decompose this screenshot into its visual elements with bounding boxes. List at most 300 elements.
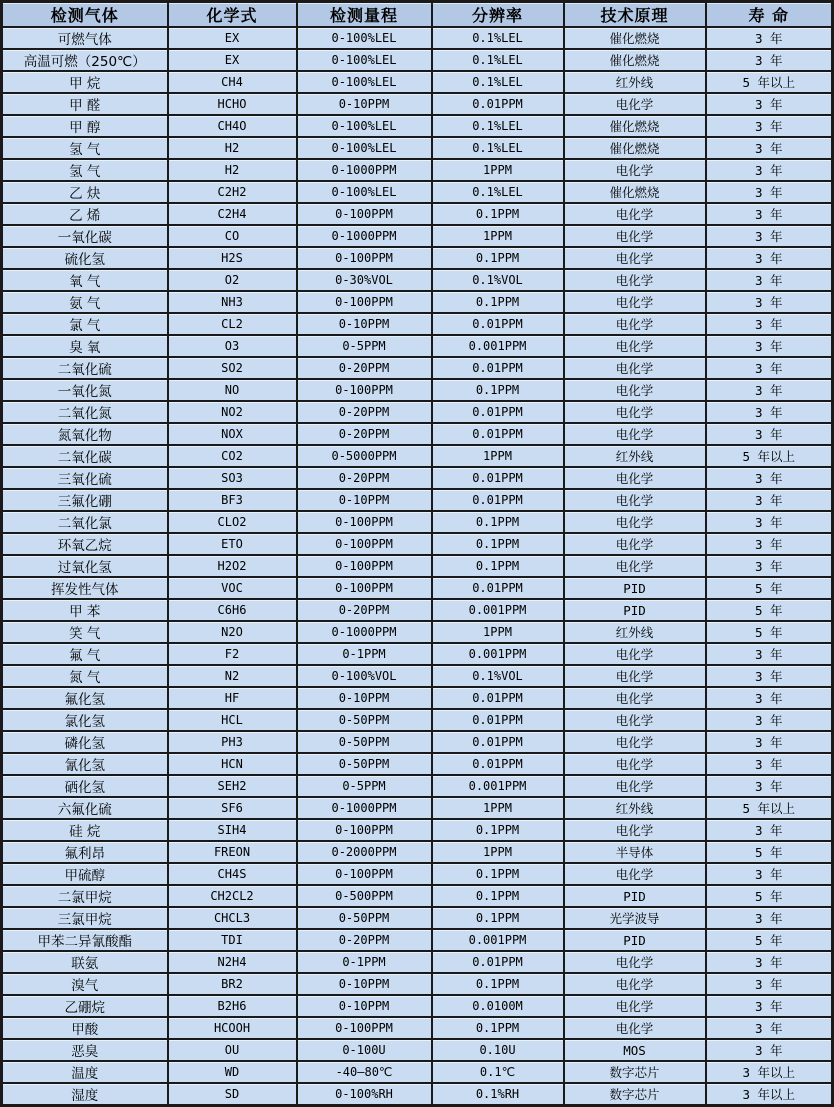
table-cell: 1PPM — [432, 159, 564, 181]
table-cell: 3 年 — [706, 159, 833, 181]
table-cell: CH4O — [168, 115, 297, 137]
table-cell: 0.1PPM — [432, 203, 564, 225]
table-cell: 0.1PPM — [432, 247, 564, 269]
table-cell: ETO — [168, 533, 297, 555]
table-cell: H2 — [168, 159, 297, 181]
table-cell: EX — [168, 27, 297, 49]
table-cell: BR2 — [168, 973, 297, 995]
table-cell: 3 年 — [706, 313, 833, 335]
table-cell: 3 年 — [706, 709, 833, 731]
table-cell: 5 年 — [706, 621, 833, 643]
table-cell: 5 年以上 — [706, 71, 833, 93]
table-cell: 0.1PPM — [432, 379, 564, 401]
table-cell: 0-20PPM — [297, 357, 432, 379]
table-cell: 电化学 — [564, 1017, 706, 1039]
table-cell: 0.01PPM — [432, 753, 564, 775]
table-cell: 0-100PPM — [297, 577, 432, 599]
table-cell: 电化学 — [564, 555, 706, 577]
table-cell: 电化学 — [564, 401, 706, 423]
table-cell: 0.1PPM — [432, 1017, 564, 1039]
table-cell: 0-20PPM — [297, 401, 432, 423]
table-cell: 半导体 — [564, 841, 706, 863]
table-cell: 0-100PPM — [297, 291, 432, 313]
table-row — [2, 929, 833, 951]
column-header-formula: 化学式 — [168, 2, 297, 28]
header-row — [2, 2, 833, 28]
table-cell: 0-5PPM — [297, 335, 432, 357]
table-row — [2, 379, 833, 401]
table-cell: 0.01PPM — [432, 489, 564, 511]
table-cell: C2H2 — [168, 181, 297, 203]
table-cell: 0-50PPM — [297, 753, 432, 775]
table-row — [2, 533, 833, 555]
table-row — [2, 445, 833, 467]
table-cell: 3 年 — [706, 973, 833, 995]
table-cell: 0.1PPM — [432, 555, 564, 577]
table-cell: 0-20PPM — [297, 929, 432, 951]
table-cell: PID — [564, 599, 706, 621]
table-cell: 电化学 — [564, 203, 706, 225]
table-cell: 1PPM — [432, 841, 564, 863]
table-cell: VOC — [168, 577, 297, 599]
table-row — [2, 907, 833, 929]
table-cell: 0.10U — [432, 1039, 564, 1061]
table-cell: 0.01PPM — [432, 577, 564, 599]
table-cell: 0-100PPM — [297, 555, 432, 577]
table-cell: EX — [168, 49, 297, 71]
table-cell: 0.1%VOL — [432, 665, 564, 687]
table-row — [2, 863, 833, 885]
table-cell: 0.01PPM — [432, 401, 564, 423]
table-row — [2, 775, 833, 797]
table-cell: 0.1%LEL — [432, 71, 564, 93]
table-row — [2, 247, 833, 269]
table-row — [2, 577, 833, 599]
table-cell: 乙 烯 — [2, 203, 168, 225]
table-cell: 硒化氢 — [2, 775, 168, 797]
table-cell: PID — [564, 577, 706, 599]
table-row — [2, 93, 833, 115]
table-cell: 一氧化氮 — [2, 379, 168, 401]
table-cell: H2O2 — [168, 555, 297, 577]
table-cell: 0-10PPM — [297, 489, 432, 511]
table-cell: PID — [564, 885, 706, 907]
table-cell: 3 年 — [706, 1039, 833, 1061]
table-cell: 3 年 — [706, 137, 833, 159]
table-cell: 0.01PPM — [432, 93, 564, 115]
table-row — [2, 225, 833, 247]
table-cell: 1PPM — [432, 445, 564, 467]
table-cell: 二氯甲烷 — [2, 885, 168, 907]
table-cell: 3 年 — [706, 379, 833, 401]
table-cell: 电化学 — [564, 511, 706, 533]
table-cell: 电化学 — [564, 819, 706, 841]
table-cell: 0.01PPM — [432, 423, 564, 445]
table-row — [2, 511, 833, 533]
table-cell: 0.1PPM — [432, 511, 564, 533]
column-header-range: 检测量程 — [297, 2, 432, 28]
table-row — [2, 269, 833, 291]
table-row — [2, 687, 833, 709]
table-cell: 0.001PPM — [432, 335, 564, 357]
table-cell: 0.0100M — [432, 995, 564, 1017]
table-cell: 0-100%LEL — [297, 181, 432, 203]
table-cell: 3 年 — [706, 533, 833, 555]
table-row — [2, 599, 833, 621]
table-cell: 3 年 — [706, 775, 833, 797]
table-cell: NH3 — [168, 291, 297, 313]
table-row — [2, 159, 833, 181]
table-cell: HCHO — [168, 93, 297, 115]
table-cell: 0-100PPM — [297, 511, 432, 533]
table-cell: 0.001PPM — [432, 599, 564, 621]
table-row — [2, 335, 833, 357]
table-cell: 氧 气 — [2, 269, 168, 291]
table-row — [2, 951, 833, 973]
table-cell: SO3 — [168, 467, 297, 489]
table-cell: N2 — [168, 665, 297, 687]
table-row — [2, 1061, 833, 1083]
table-cell: 氢 气 — [2, 159, 168, 181]
table-cell: CLO2 — [168, 511, 297, 533]
table-cell: 3 年 — [706, 753, 833, 775]
table-cell: 0-100PPM — [297, 863, 432, 885]
table-cell: 0-1000PPM — [297, 797, 432, 819]
table-cell: 3 年 — [706, 401, 833, 423]
table-cell: 电化学 — [564, 995, 706, 1017]
table-row — [2, 819, 833, 841]
table-cell: N2H4 — [168, 951, 297, 973]
table-cell: 光学波导 — [564, 907, 706, 929]
table-cell: 氯 气 — [2, 313, 168, 335]
table-cell: 0-20PPM — [297, 423, 432, 445]
table-cell: 臭 氧 — [2, 335, 168, 357]
table-row — [2, 467, 833, 489]
table-row — [2, 49, 833, 71]
table-cell: 催化燃烧 — [564, 137, 706, 159]
table-cell: 0.1PPM — [432, 907, 564, 929]
table-cell: 氢 气 — [2, 137, 168, 159]
table-cell: 电化学 — [564, 731, 706, 753]
table-cell: 0.1%LEL — [432, 49, 564, 71]
table-cell: 0-10PPM — [297, 93, 432, 115]
table-cell: TDI — [168, 929, 297, 951]
table-cell: NO — [168, 379, 297, 401]
table-cell: 氰化氢 — [2, 753, 168, 775]
table-cell: B2H6 — [168, 995, 297, 1017]
table-cell: 5 年 — [706, 929, 833, 951]
table-cell: 0-50PPM — [297, 709, 432, 731]
table-cell: 0-100PPM — [297, 1017, 432, 1039]
table-cell: 电化学 — [564, 687, 706, 709]
table-cell: 0-100%VOL — [297, 665, 432, 687]
table-cell: 电化学 — [564, 533, 706, 555]
table-cell: 甲 醇 — [2, 115, 168, 137]
table-cell: 电化学 — [564, 423, 706, 445]
table-cell: 3 年 — [706, 555, 833, 577]
table-cell: 催化燃烧 — [564, 115, 706, 137]
table-cell: 0-50PPM — [297, 907, 432, 929]
column-header-resolution: 分辨率 — [432, 2, 564, 28]
table-row — [2, 753, 833, 775]
table-cell: 0.1PPM — [432, 819, 564, 841]
table-cell: 0-100PPM — [297, 379, 432, 401]
table-row — [2, 489, 833, 511]
table-cell: 溴气 — [2, 973, 168, 995]
table-row — [2, 313, 833, 335]
table-cell: 氟化氢 — [2, 687, 168, 709]
table-cell: 一氧化碳 — [2, 225, 168, 247]
table-cell: 二氧化氯 — [2, 511, 168, 533]
table-cell: 电化学 — [564, 775, 706, 797]
table-cell: 0-5PPM — [297, 775, 432, 797]
table-cell: 0-100%LEL — [297, 49, 432, 71]
table-row — [2, 423, 833, 445]
table-cell: 3 年 — [706, 467, 833, 489]
table-cell: 0.001PPM — [432, 929, 564, 951]
table-cell: SO2 — [168, 357, 297, 379]
table-cell: 3 年 — [706, 1017, 833, 1039]
table-cell: 氮 气 — [2, 665, 168, 687]
table-cell: 0.001PPM — [432, 775, 564, 797]
table-cell: SIH4 — [168, 819, 297, 841]
table-cell: 5 年以上 — [706, 445, 833, 467]
table-cell: 可燃气体 — [2, 27, 168, 49]
table-cell: 3 年 — [706, 665, 833, 687]
table-cell: CH2CL2 — [168, 885, 297, 907]
table-cell: 3 年 — [706, 423, 833, 445]
table-cell: 0-50PPM — [297, 731, 432, 753]
table-cell: 0.1%LEL — [432, 181, 564, 203]
table-cell: 氨 气 — [2, 291, 168, 313]
table-cell: 二氧化硫 — [2, 357, 168, 379]
table-cell: 电化学 — [564, 291, 706, 313]
table-cell: 0-10PPM — [297, 687, 432, 709]
table-row — [2, 995, 833, 1017]
table-cell: 红外线 — [564, 445, 706, 467]
table-cell: 5 年以上 — [706, 797, 833, 819]
table-cell: NO2 — [168, 401, 297, 423]
table-cell: 0.01PPM — [432, 313, 564, 335]
table-cell: 二氧化氮 — [2, 401, 168, 423]
table-row — [2, 555, 833, 577]
table-cell: 3 年 — [706, 291, 833, 313]
table-cell: 数字芯片 — [564, 1083, 706, 1106]
table-row — [2, 115, 833, 137]
table-cell: 3 年 — [706, 247, 833, 269]
table-cell: 0-100%LEL — [297, 137, 432, 159]
table-row — [2, 27, 833, 49]
table-cell: 0.1PPM — [432, 533, 564, 555]
table-cell: 过氧化氢 — [2, 555, 168, 577]
table-row — [2, 401, 833, 423]
table-row — [2, 203, 833, 225]
table-cell: SF6 — [168, 797, 297, 819]
table-cell: 3 年 — [706, 995, 833, 1017]
table-cell: 电化学 — [564, 489, 706, 511]
table-cell: 3 年 — [706, 489, 833, 511]
table-cell: C6H6 — [168, 599, 297, 621]
table-cell: 0.1PPM — [432, 973, 564, 995]
table-row — [2, 1017, 833, 1039]
table-cell: 0.01PPM — [432, 687, 564, 709]
table-row — [2, 71, 833, 93]
table-row — [2, 181, 833, 203]
table-cell: 3 年 — [706, 511, 833, 533]
table-cell: 氯化氢 — [2, 709, 168, 731]
table-cell: 三氯甲烷 — [2, 907, 168, 929]
table-cell: 恶臭 — [2, 1039, 168, 1061]
table-cell: 1PPM — [432, 225, 564, 247]
table-cell: O3 — [168, 335, 297, 357]
table-cell: 电化学 — [564, 313, 706, 335]
table-cell: PID — [564, 929, 706, 951]
table-cell: 1PPM — [432, 621, 564, 643]
table-cell: 0.1%RH — [432, 1083, 564, 1106]
table-cell: 3 年 — [706, 225, 833, 247]
table-row — [2, 885, 833, 907]
table-cell: 0-2000PPM — [297, 841, 432, 863]
table-cell: -40—80℃ — [297, 1061, 432, 1083]
table-cell: 0-1PPM — [297, 951, 432, 973]
table-cell: 3 年 — [706, 269, 833, 291]
table-cell: 电化学 — [564, 159, 706, 181]
table-cell: 联氨 — [2, 951, 168, 973]
table-cell: 3 年 — [706, 93, 833, 115]
table-cell: OU — [168, 1039, 297, 1061]
table-cell: 0.1%LEL — [432, 27, 564, 49]
table-row — [2, 137, 833, 159]
table-cell: 六氟化硫 — [2, 797, 168, 819]
table-cell: 3 年 — [706, 863, 833, 885]
table-cell: 3 年 — [706, 27, 833, 49]
table-cell: 0.1℃ — [432, 1061, 564, 1083]
table-cell: 5 年 — [706, 885, 833, 907]
table-cell: HCN — [168, 753, 297, 775]
table-cell: 5 年 — [706, 841, 833, 863]
table-cell: 电化学 — [564, 357, 706, 379]
table-cell: 电化学 — [564, 973, 706, 995]
table-cell: 氟 气 — [2, 643, 168, 665]
table-row — [2, 291, 833, 313]
table-cell: 0-10PPM — [297, 313, 432, 335]
table-row — [2, 665, 833, 687]
table-cell: 0.1%VOL — [432, 269, 564, 291]
table-cell: 红外线 — [564, 621, 706, 643]
table-cell: WD — [168, 1061, 297, 1083]
table-cell: 硅 烷 — [2, 819, 168, 841]
table-cell: HF — [168, 687, 297, 709]
table-cell: 电化学 — [564, 951, 706, 973]
table-cell: 二氧化碳 — [2, 445, 168, 467]
table-row — [2, 709, 833, 731]
table-cell: HCOOH — [168, 1017, 297, 1039]
table-cell: PH3 — [168, 731, 297, 753]
table-cell: 催化燃烧 — [564, 181, 706, 203]
table-cell: 0-100PPM — [297, 819, 432, 841]
table-cell: 湿度 — [2, 1083, 168, 1106]
table-cell: CH4 — [168, 71, 297, 93]
table-cell: 0-10PPM — [297, 995, 432, 1017]
table-cell: 氮氧化物 — [2, 423, 168, 445]
table-cell: 0.01PPM — [432, 357, 564, 379]
column-header-gas: 检测气体 — [2, 2, 168, 28]
table-cell: H2 — [168, 137, 297, 159]
table-cell: 甲 苯 — [2, 599, 168, 621]
table-cell: 催化燃烧 — [564, 27, 706, 49]
table-row — [2, 1039, 833, 1061]
table-row — [2, 841, 833, 863]
table-cell: 电化学 — [564, 863, 706, 885]
table-cell: 电化学 — [564, 753, 706, 775]
table-cell: CO2 — [168, 445, 297, 467]
table-cell: 三氧化硫 — [2, 467, 168, 489]
table-cell: 0-20PPM — [297, 467, 432, 489]
table-cell: 0-10PPM — [297, 973, 432, 995]
table-cell: SEH2 — [168, 775, 297, 797]
table-cell: 5 年 — [706, 577, 833, 599]
table-cell: 3 年 — [706, 181, 833, 203]
table-cell: 高温可燃（250℃） — [2, 49, 168, 71]
table-cell: 3 年 — [706, 203, 833, 225]
table-cell: 0-1000PPM — [297, 159, 432, 181]
table-row — [2, 643, 833, 665]
table-cell: 3 年 — [706, 335, 833, 357]
table-cell: 乙硼烷 — [2, 995, 168, 1017]
table-row — [2, 1083, 833, 1106]
table-cell: 3 年 — [706, 643, 833, 665]
column-header-lifespan: 寿 命 — [706, 2, 833, 28]
table-cell: CL2 — [168, 313, 297, 335]
table-cell: CHCL3 — [168, 907, 297, 929]
table-cell: 挥发性气体 — [2, 577, 168, 599]
table-cell: 3 年 — [706, 731, 833, 753]
table-cell: 1PPM — [432, 797, 564, 819]
table-cell: 0-100%LEL — [297, 71, 432, 93]
table-cell: SD — [168, 1083, 297, 1106]
table-cell: 0-100%LEL — [297, 115, 432, 137]
table-cell: 环氧乙烷 — [2, 533, 168, 555]
table-cell: 电化学 — [564, 643, 706, 665]
table-cell: NOX — [168, 423, 297, 445]
table-cell: BF3 — [168, 489, 297, 511]
table-cell: 电化学 — [564, 467, 706, 489]
table-cell: 0-100PPM — [297, 533, 432, 555]
table-cell: 0.1PPM — [432, 291, 564, 313]
table-cell: 0-100%RH — [297, 1083, 432, 1106]
table-row — [2, 973, 833, 995]
table-cell: 红外线 — [564, 71, 706, 93]
table-cell: 电化学 — [564, 709, 706, 731]
table-cell: 甲 醛 — [2, 93, 168, 115]
table-cell: 温度 — [2, 1061, 168, 1083]
table-cell: 0-100PPM — [297, 247, 432, 269]
table-cell: 电化学 — [564, 665, 706, 687]
table-row — [2, 797, 833, 819]
table-cell: 0.01PPM — [432, 731, 564, 753]
table-body — [2, 27, 833, 1106]
table-cell: H2S — [168, 247, 297, 269]
table-cell: 电化学 — [564, 335, 706, 357]
table-cell: HCL — [168, 709, 297, 731]
table-cell: 笑 气 — [2, 621, 168, 643]
table-cell: 0.1%LEL — [432, 137, 564, 159]
table-cell: 硫化氢 — [2, 247, 168, 269]
table-cell: 3 年 — [706, 49, 833, 71]
table-cell: 3 年 — [706, 951, 833, 973]
table-cell: 3 年以上 — [706, 1061, 833, 1083]
table-cell: 0-1000PPM — [297, 225, 432, 247]
